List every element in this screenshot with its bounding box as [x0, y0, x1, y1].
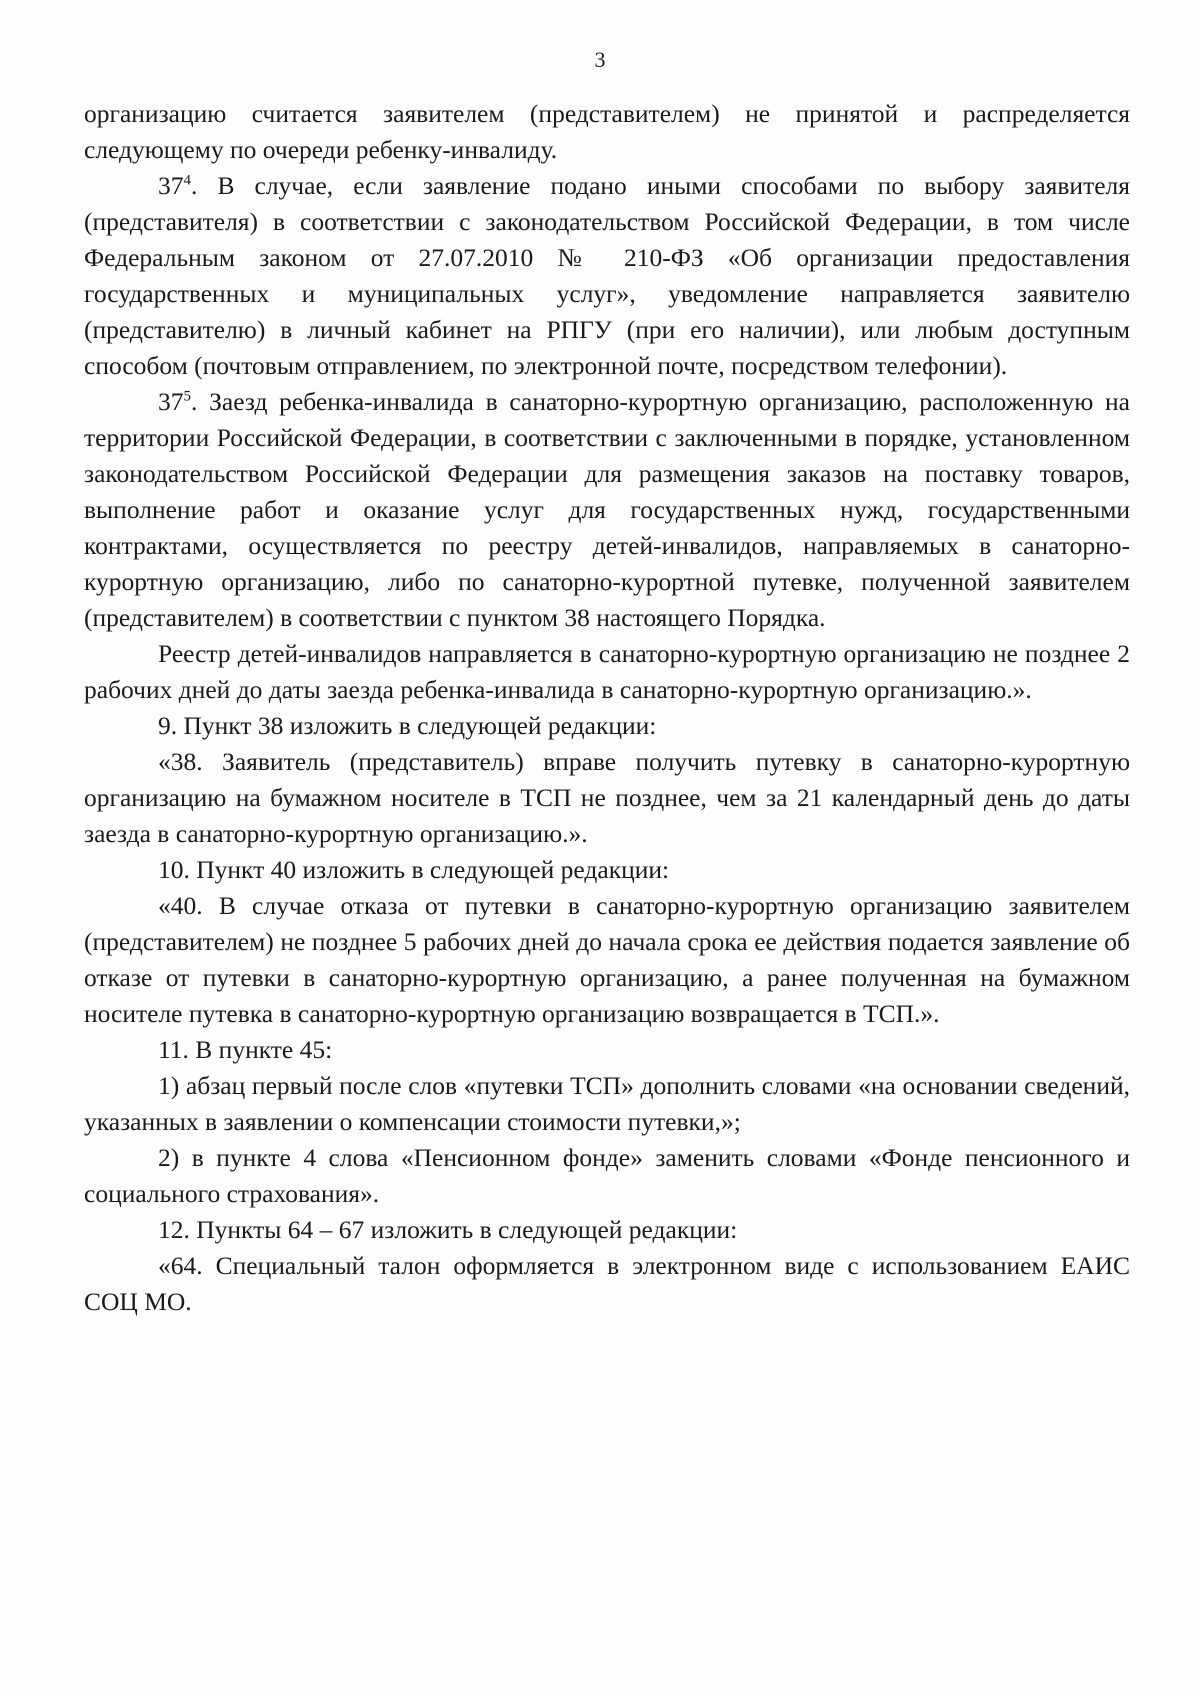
clause-text: . В случае, если заявление подано иными способами по выбору заявителя (представителя) в соответствии с законодательством Российской Федерации, в том числе Федеральным законом от 27.07.2010 № 210-ФЗ «Об организации предоставления государственных и муниципальных услуг», уведомление направляется заявителю (представителю) в личный кабинет на РПГУ (при его наличии), или любым доступным способом (почтовым отправлением, по электронной почте, посредством телефонии).: [84, 171, 1130, 380]
paragraph-40: «40. В случае отказа от путевки в санаторно-курортную организацию заявителем (представителем) не позднее 5 рабочих дней до начала срока ее действия подается заявление об отказе от путевки в санаторно-курортную организацию, а ранее полученная на бумажном носителе путевка в санаторно-курортную организацию возвращается в ТСП.».: [84, 891, 1130, 1028]
page-number: 3: [594, 47, 606, 72]
paragraph-continuation: организацию считается заявителем (представителем) не принятой и распределяется следующему по очереди ребенку-инвалиду.: [84, 99, 1130, 164]
clause-number: 37: [158, 387, 184, 416]
paragraph-item-12: 12. Пункты 64 – 67 изложить в следующей редакции:: [158, 1215, 738, 1244]
paragraph-registry: Реестр детей-инвалидов направляется в санаторно-курортную организацию не позднее 2 рабочих дней до даты заезда ребенка-инвалида в санаторно-курортную организацию.».: [84, 639, 1130, 704]
clause-text: . Заезд ребенка-инвалида в санаторно-курортную организацию, расположенную на территории Российской Федерации, в соответствии с заключенными в порядке, установленном законодательством Российской Федерации для размещения заказов на поставку товаров, выполнение работ и оказание услуг для государственных нужд, государственными контрактами, осуществляется по реестру детей-инвалидов, направляемых в санаторно-курортную организацию, либо по санаторно-курортной путевке, полученной заявителем (представителем) в соответствии с пунктом 38 настоящего Порядка.: [84, 387, 1130, 632]
paragraph-64: «64. Специальный талон оформляется в электронном виде с использованием ЕАИС СОЦ МО.: [84, 1251, 1130, 1316]
clause-number: 37: [158, 171, 184, 200]
paragraph-item-11: 11. В пункте 45:: [158, 1035, 333, 1064]
paragraph-item-10: 10. Пункт 40 изложить в следующей редакции:: [158, 855, 670, 884]
paragraph-item-9: 9. Пункт 38 изложить в следующей редакции:: [158, 711, 657, 740]
paragraph-37-4: [84, 168, 1130, 384]
document-body: [84, 96, 1130, 1320]
paragraph-38: «38. Заявитель (представитель) вправе получить путевку в санаторно-курортную организацию на бумажном носителе в ТСП не позднее, чем за 21 календарный день до даты заезда в санаторно-курортную организацию.».: [84, 747, 1130, 848]
paragraph-11-1: 1) абзац первый после слов «путевки ТСП» дополнить словами «на основании сведений, указанных в заявлении о компенсации стоимости путевки,»;: [84, 1071, 1130, 1136]
paragraph-37-5: [84, 384, 1130, 636]
paragraph-11-2: 2) в пункте 4 слова «Пенсионном фонде» заменить словами «Фонде пенсионного и социального страхования».: [84, 1143, 1130, 1208]
clause-superscript: 4: [183, 172, 191, 189]
clause-superscript: 5: [183, 388, 191, 405]
